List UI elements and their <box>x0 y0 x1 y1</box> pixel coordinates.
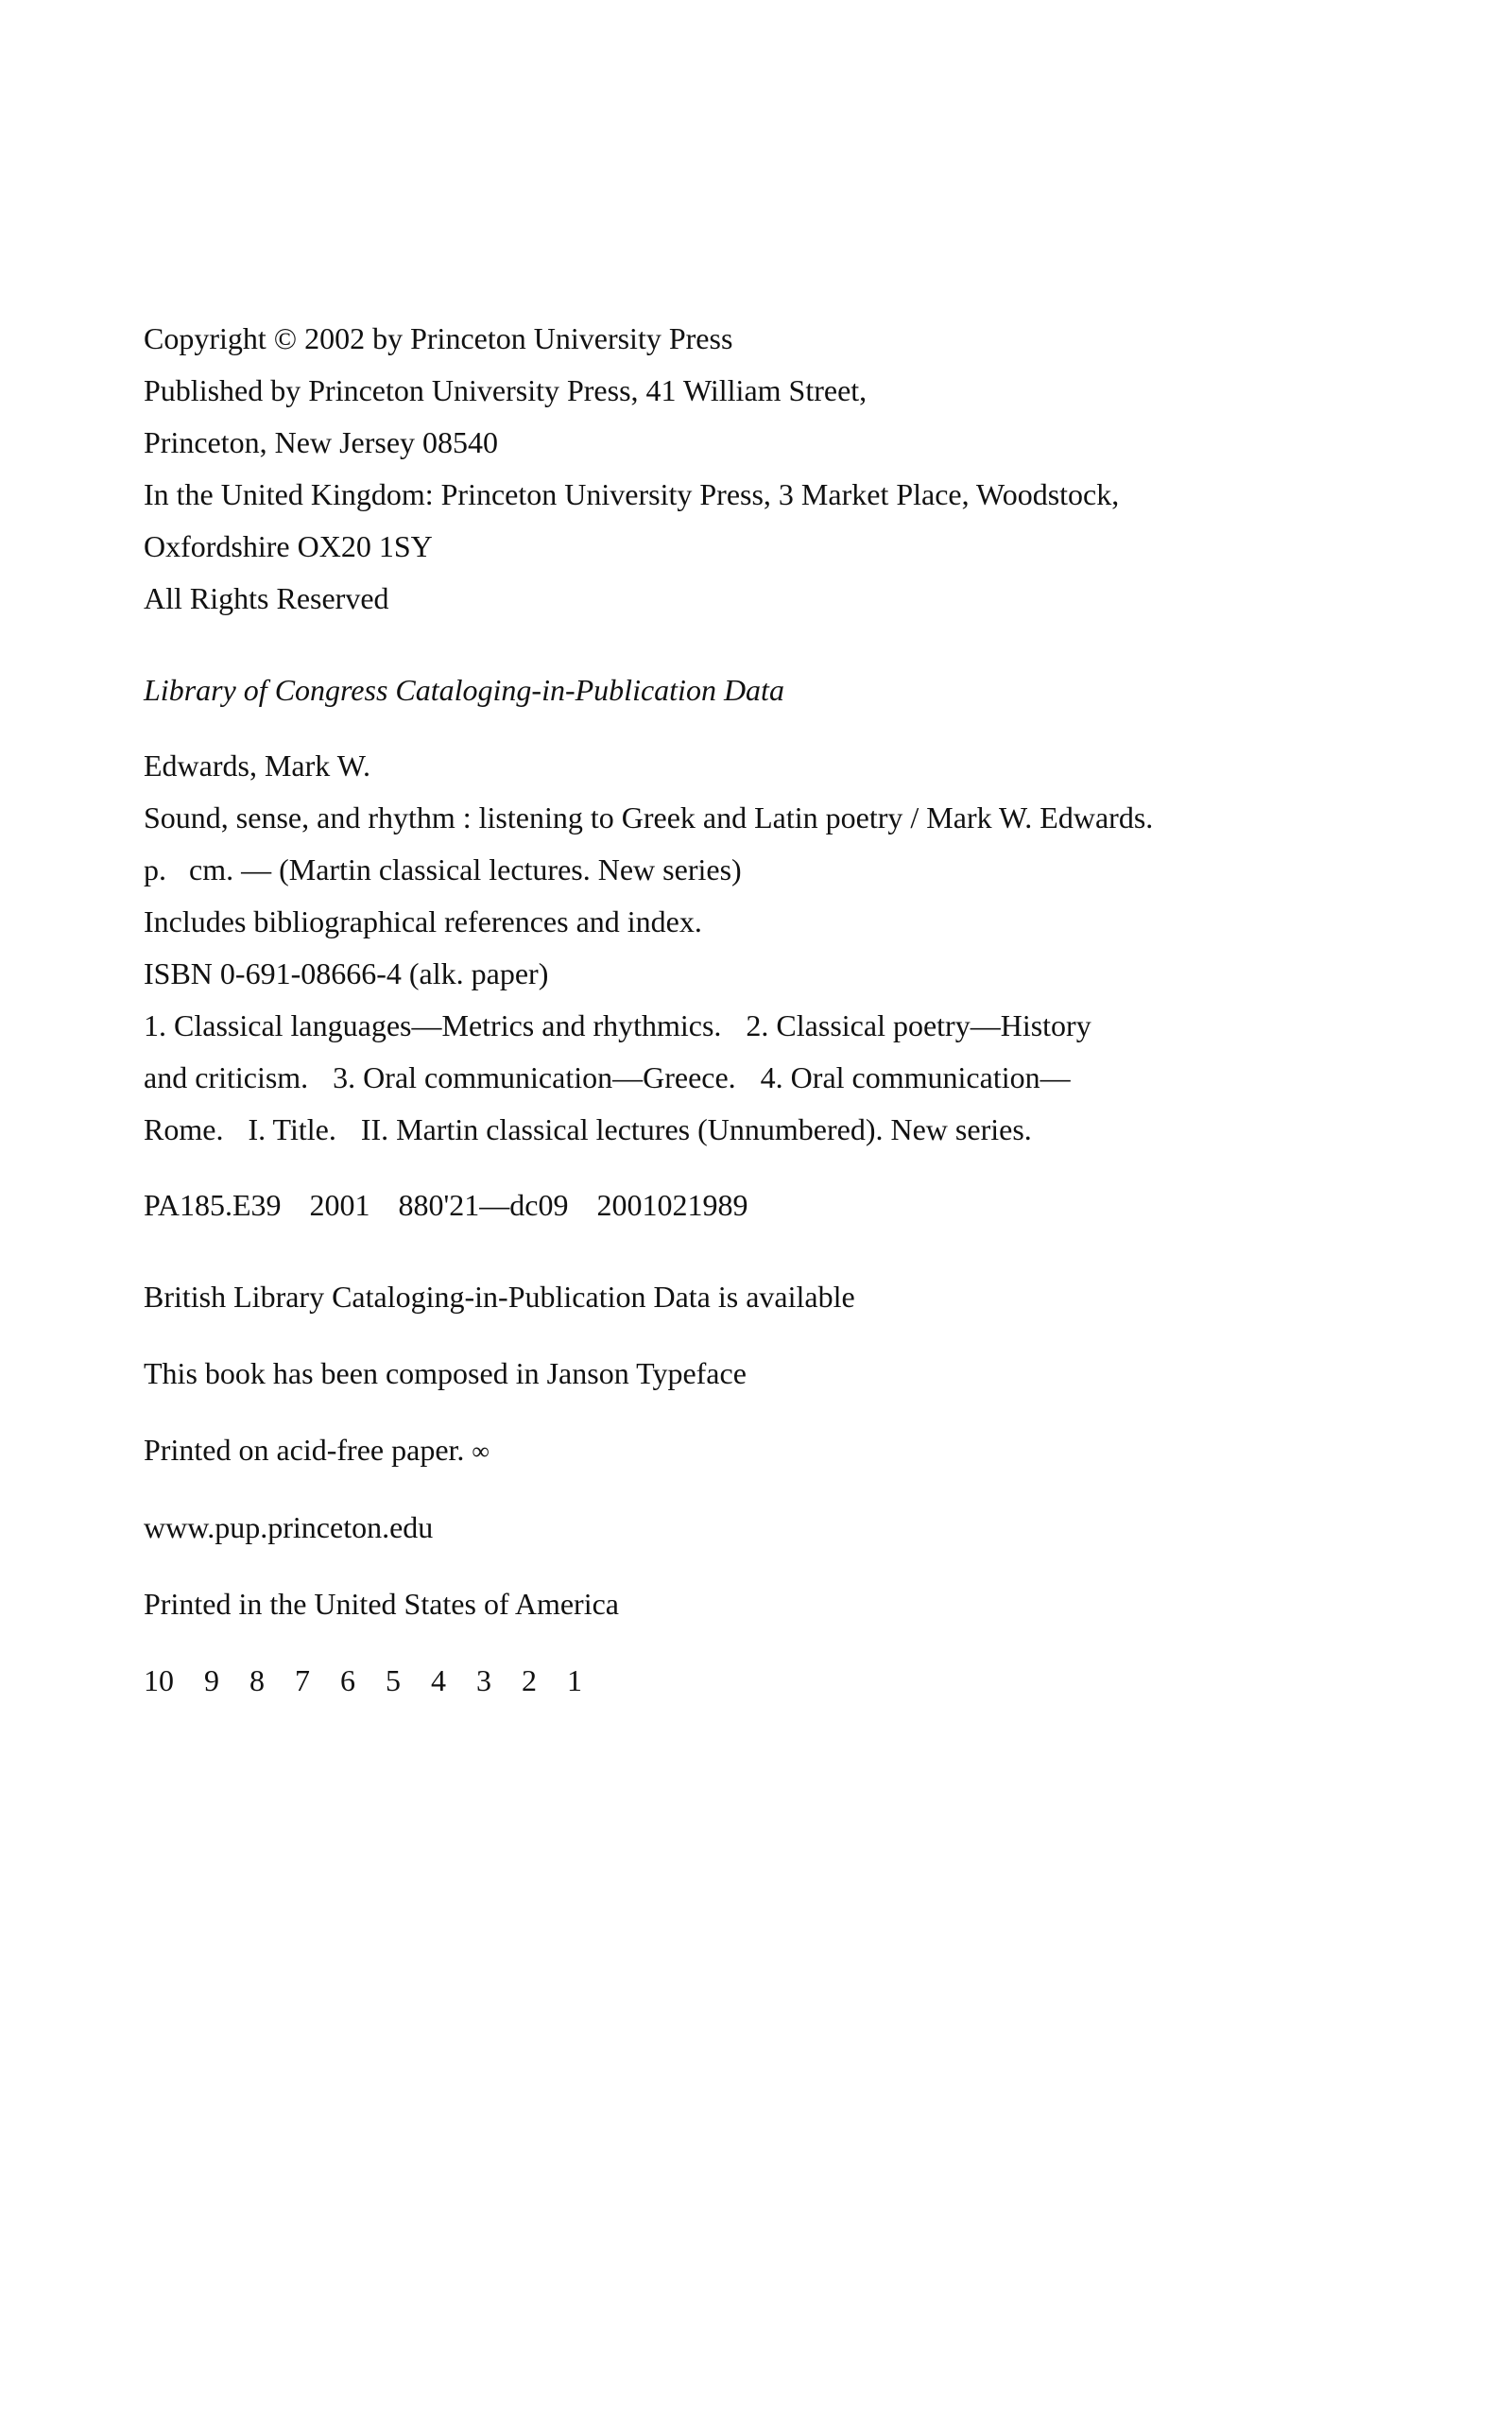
dewey-number: 880'21—dc09 <box>398 1188 569 1222</box>
paper-text: Printed on acid-free paper. <box>144 1433 465 1467</box>
cip-subject: 3. Oral communication—Greece. <box>333 1060 736 1094</box>
cip-subject: I. Title. <box>248 1112 336 1146</box>
printed-in-line: Printed in the United States of America <box>144 1587 619 1621</box>
cip-classification-block <box>144 1179 1372 1231</box>
website-block <box>144 1502 1372 1554</box>
cip-record <box>144 740 1372 1156</box>
cip-isbn: ISBN 0-691-08666-4 (alk. paper) <box>144 956 549 990</box>
cip-notes: Includes bibliographical references and index. <box>144 904 702 938</box>
cip-heading: Library of Congress Cataloging-in-Publication Data <box>144 673 784 707</box>
printed-in-block <box>144 1578 1372 1630</box>
printing-number: 10 <box>144 1663 174 1697</box>
cip-subjects-line-2 <box>144 1052 1372 1104</box>
cip-subject: and criticism. <box>144 1060 309 1094</box>
printing-number: 4 <box>431 1663 446 1697</box>
typeface-line: This book has been composed in Janson Typeface <box>144 1356 747 1390</box>
uk-publisher-line: In the United Kingdom: Princeton University Press, 3 Market Place, Woodstock, <box>144 477 1120 511</box>
printing-number: 2 <box>522 1663 537 1697</box>
cip-subject: 4. Oral communication— <box>760 1060 1071 1094</box>
cip-subject: Rome. <box>144 1112 224 1146</box>
cip-subjects-line-1 <box>144 1000 1372 1052</box>
cip-heading-block <box>144 664 1372 716</box>
typeface-block <box>144 1348 1372 1400</box>
cip-subject: II. Martin classical lectures (Unnumbered). New series. <box>360 1112 1032 1146</box>
copyright-line: Copyright © 2002 by Princeton University Press <box>144 321 733 355</box>
british-library-line: British Library Cataloging-in-Publication Data is available <box>144 1280 855 1314</box>
cip-year: 2001 <box>309 1188 370 1222</box>
lccn: 2001021989 <box>596 1188 748 1222</box>
lc-call-number: PA185.E39 <box>144 1188 282 1222</box>
printing-number: 9 <box>204 1663 219 1697</box>
cip-classification <box>144 1179 1372 1231</box>
printing-number: 6 <box>340 1663 355 1697</box>
cip-subjects-line-3 <box>144 1104 1372 1156</box>
website-line: www.pup.princeton.edu <box>144 1510 434 1544</box>
uk-publisher-city-line: Oxfordshire OX20 1SY <box>144 529 433 563</box>
cip-subject: 1. Classical languages—Metrics and rhythmics. <box>144 1008 722 1042</box>
paper-line <box>144 1424 1372 1477</box>
printing-number: 5 <box>386 1663 401 1697</box>
printing-number: 3 <box>476 1663 491 1697</box>
printing-number: 1 <box>567 1663 582 1697</box>
printing-line-block <box>144 1655 1372 1707</box>
cip-title: Sound, sense, and rhythm : listening to Greek and Latin poetry / Mark W. Edwards. <box>144 800 1154 834</box>
printing-number: 8 <box>249 1663 265 1697</box>
printing-numbers <box>144 1655 1372 1707</box>
rights-line: All Rights Reserved <box>144 581 389 615</box>
cip-series: p. cm. — (Martin classical lectures. New series) <box>144 852 742 886</box>
copyright-page <box>144 313 1372 1707</box>
copyright-block <box>144 313 1372 625</box>
publisher-line: Published by Princeton University Press, 41 William Street, <box>144 373 868 407</box>
printing-number: 7 <box>295 1663 310 1697</box>
publisher-city-line: Princeton, New Jersey 08540 <box>144 425 499 459</box>
british-library-block <box>144 1271 1372 1323</box>
acid-free-infinity-icon: ∞ <box>472 1437 490 1465</box>
cip-author: Edwards, Mark W. <box>144 748 370 783</box>
paper-block <box>144 1424 1372 1477</box>
cip-subject: 2. Classical poetry—History <box>746 1008 1091 1042</box>
